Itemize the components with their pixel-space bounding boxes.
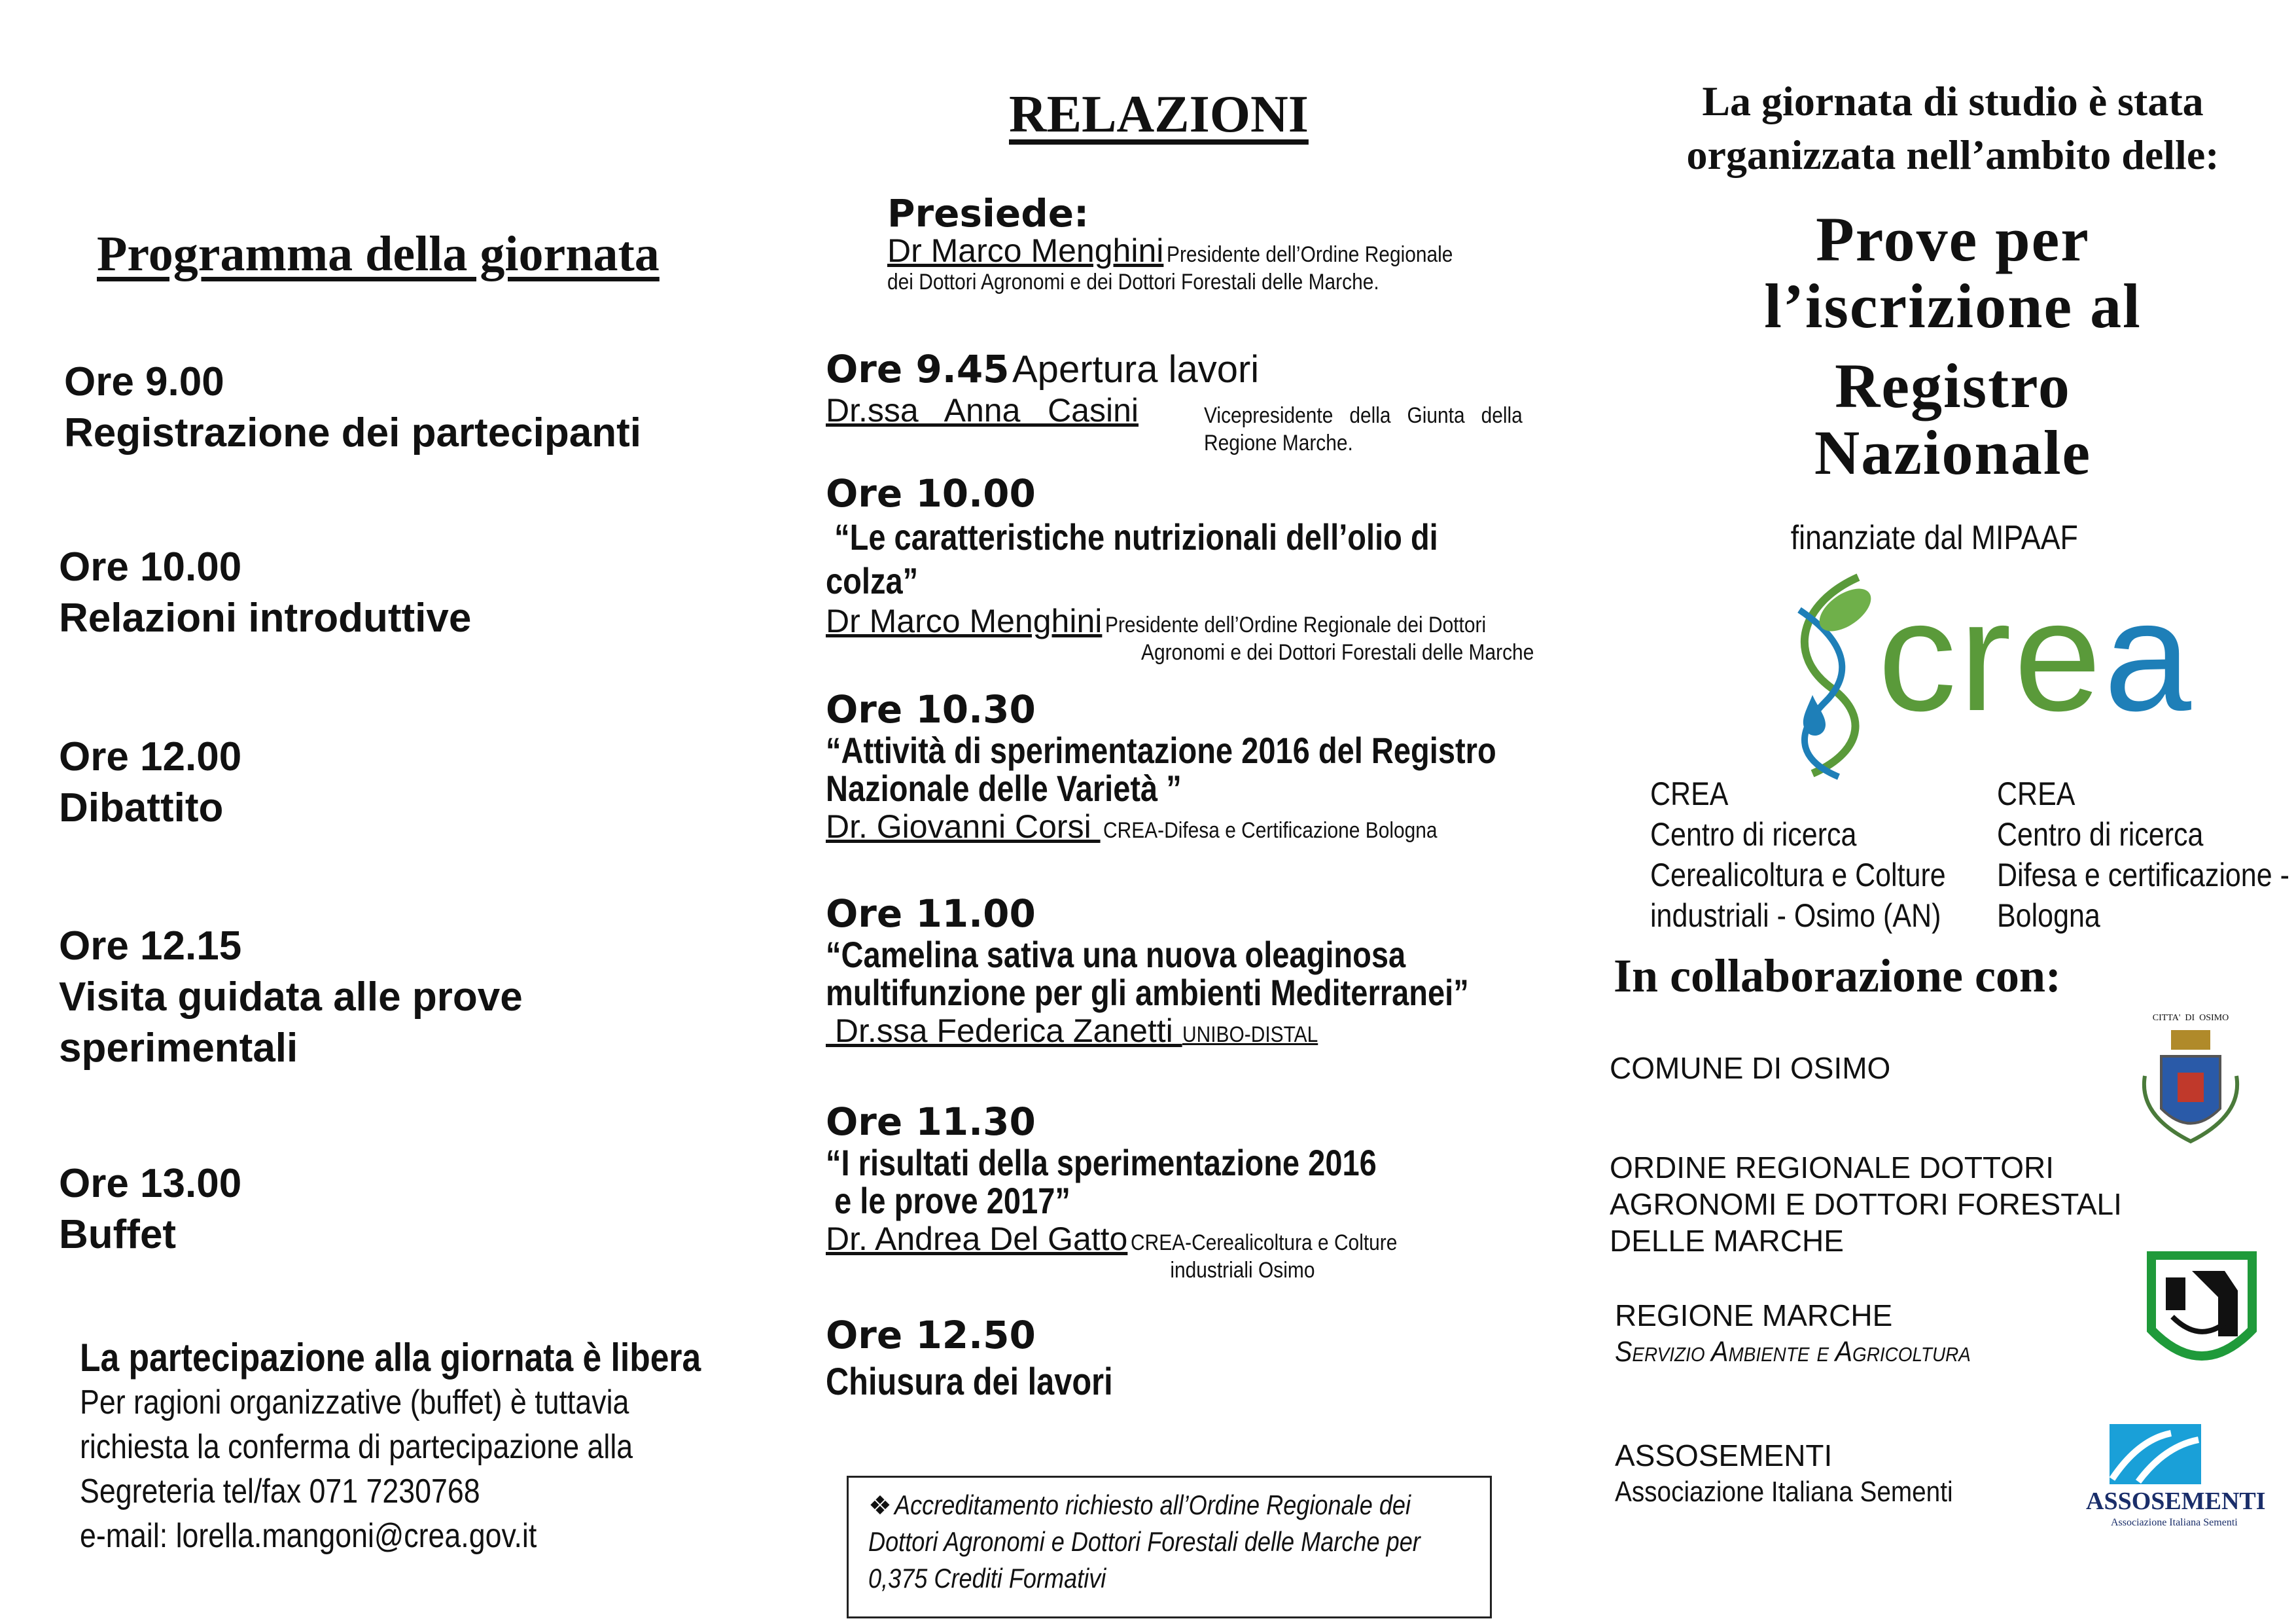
assosementi-logo	[2047, 1414, 2266, 1544]
intro-line: La giornata di studio è stata	[1702, 78, 2204, 124]
talk-title: “Attività di sperimentazione 2016 del Registro	[826, 730, 1496, 771]
accreditation-line: 0,375 Crediti Formativi	[868, 1563, 1106, 1594]
lab-line: CREA	[1997, 776, 2075, 812]
osimo-coat-of-arms-logo	[2132, 1013, 2250, 1157]
diamond-bullet-icon: ❖	[868, 1491, 892, 1520]
intro-line: organizzata nell’ambito delle:	[1686, 132, 2219, 178]
schedule-activity: Dibattito	[59, 785, 224, 830]
notice-line: richiesta la conferma di partecipazione alla	[80, 1428, 633, 1466]
organizers-column	[1610, 0, 2296, 1623]
notice-title: La partecipazione alla giornata è libera	[80, 1336, 701, 1380]
schedule-activity: sperimentali	[59, 1026, 298, 1071]
talk-item	[826, 471, 1587, 666]
talk-time: Ore 9.45	[826, 347, 1010, 391]
coat-of-arms-icon	[2132, 1024, 2250, 1154]
talk-title: Nazionale delle Varietà ”	[826, 768, 1182, 809]
talk-item	[826, 1099, 1481, 1283]
schedule-time: Ore 12.00	[59, 734, 242, 779]
accreditation-line: Accreditamento richiesto all’Ordine Regionale dei	[894, 1489, 1411, 1520]
schedule-item	[59, 542, 471, 644]
notice-contact-email: e-mail: lorella.mangoni@crea.gov.it	[80, 1517, 537, 1555]
collaboration-title: In collaborazione con:	[1614, 950, 2061, 1002]
talk-item	[826, 1313, 1167, 1404]
headline-line: Nazionale	[1814, 418, 2092, 488]
talk-title: “I risultati della sperimentazione 2016	[826, 1142, 1377, 1183]
partner-regione-marche	[1615, 1297, 2010, 1370]
schedule-item	[64, 357, 641, 459]
talk-title: multifunzione per gli ambienti Mediterranei”	[826, 972, 1469, 1013]
talk-item	[826, 891, 1591, 1050]
talk-affiliation: Presidente dell’Ordine Regionale dei Dottori	[1104, 613, 1486, 637]
schedule-activity: Visita guidata alle prove	[59, 974, 523, 1020]
talk-speaker: Dr. Giovanni Corsi	[826, 808, 1101, 845]
headline-line: Registro	[1835, 351, 2071, 421]
schedule-item	[59, 732, 241, 834]
schedule-item	[59, 1158, 241, 1260]
talk-time: Ore 12.50	[826, 1313, 1036, 1357]
accreditation-line: Dottori Agronomi e Dottori Forestali delle Marche per	[868, 1526, 1421, 1557]
talk-speaker: Dr Marco Menghini	[826, 603, 1103, 639]
lab-line: Bologna	[1997, 897, 2100, 934]
partner-subtitle: Associazione Italiana Sementi	[1615, 1476, 1953, 1508]
talk-affiliation: CREA-Difesa e Certificazione Bologna	[1103, 818, 1438, 843]
talk-affiliation: Agronomi e dei Dottori Forestali delle Marche	[1141, 640, 1534, 665]
headline-line: Prove per	[1816, 204, 2090, 274]
schedule-activity: Registrazione dei partecipanti	[64, 410, 641, 455]
talks-column	[805, 0, 1610, 1623]
partner-ordine-agronomi	[1610, 1149, 2122, 1259]
osimo-logo-caption: CITTA' DI OSIMO	[2152, 1013, 2229, 1023]
accreditation-box	[847, 1476, 1492, 1618]
talk-speaker: Dr.ssa Anna Casini	[826, 392, 1139, 429]
crea-logo-text: crea	[1878, 568, 2194, 743]
lab-line: CREA	[1650, 776, 1729, 812]
assosementi-mark-icon	[2047, 1414, 2243, 1492]
lab-line: Centro di ricerca	[1650, 816, 1857, 853]
headline-line: l’iscrizione al	[1764, 271, 2142, 341]
crea-lab-bologna	[1997, 774, 2296, 936]
talk-time: Ore 11.00	[826, 891, 1036, 936]
talk-affiliation: Regione Marche.	[1204, 431, 1353, 455]
crea-dna-leaf-icon	[1760, 564, 1891, 780]
lab-line: industriali - Osimo (AN)	[1650, 897, 1941, 934]
talk-time: Ore 10.30	[826, 687, 1036, 732]
schedule-activity: Relazioni introduttive	[59, 596, 472, 641]
crea-lab-osimo	[1650, 774, 1994, 936]
lab-line: Difesa e certificazione -	[1997, 857, 2289, 893]
talks-title: RELAZIONI	[1009, 86, 1309, 143]
talk-time: Ore 11.30	[826, 1099, 1036, 1144]
talk-title: e le prove 2017”	[826, 1180, 1070, 1221]
notice-line: Per ragioni organizzative (buffet) è tuttavia	[80, 1383, 629, 1421]
chair-affiliation: dei Dottori Agronomi e dei Dottori Forestali delle Marche.	[887, 270, 1379, 294]
partner-line: ORDINE REGIONALE DOTTORI	[1610, 1150, 2055, 1185]
participation-notice	[80, 1335, 802, 1558]
talk-affiliation: Vicepresidente della Giunta della	[1204, 403, 1523, 428]
chair-label: Presiede:	[887, 191, 1089, 236]
talk-time: Ore 10.00	[826, 471, 1036, 516]
talk-title: “Le caratteristiche nutrizionali dell’olio di	[826, 516, 1438, 558]
chair-section	[887, 191, 1492, 295]
schedule-item	[59, 921, 523, 1074]
schedule-time: Ore 10.00	[59, 544, 242, 590]
talk-title: Chiusura dei lavori	[826, 1361, 1113, 1403]
partner-line: ASSOSEMENTI	[1615, 1438, 1833, 1472]
chair-affiliation: Presidente dell’Ordine Regionale	[1166, 242, 1453, 267]
partner-line: REGIONE MARCHE	[1615, 1298, 1893, 1332]
chair-name: Dr Marco Menghini	[887, 232, 1164, 269]
talk-item	[826, 347, 1523, 455]
partner-line: DELLE MARCHE	[1610, 1224, 1844, 1258]
program-column	[0, 0, 805, 1623]
talk-item	[826, 687, 1624, 846]
partner-line: AGRONOMI E DOTTORI FORESTALI	[1610, 1187, 2122, 1221]
talk-title: colza”	[826, 560, 919, 601]
financed-by: finanziate dal MIPAAF	[1790, 519, 2079, 557]
assosementi-logo-name: ASSOSEMENTI	[2086, 1488, 2266, 1515]
talk-speaker: Dr. Andrea Del Gatto	[826, 1221, 1128, 1257]
lab-line: Cerealicoltura e Colture	[1650, 857, 1946, 893]
partner-assosementi	[1615, 1437, 1999, 1510]
notice-line: Segreteria tel/fax 071 7230768	[80, 1472, 480, 1510]
partner-comune-osimo: COMUNE DI OSIMO	[1610, 1051, 1891, 1085]
talk-title: “Camelina sativa una nuova oleaginosa	[826, 934, 1406, 975]
program-title: Programma della giornata	[97, 226, 660, 281]
schedule-activity: Buffet	[59, 1212, 177, 1257]
talk-affiliation: UNIBO-DISTAL	[1182, 1022, 1318, 1047]
talk-title: Apertura lavori	[1012, 348, 1260, 391]
talk-affiliation: industriali Osimo	[1165, 1258, 1315, 1283]
schedule-time: Ore 9.00	[64, 359, 224, 404]
talk-affiliation: CREA-Cerealicoltura e Colture	[1130, 1230, 1398, 1255]
partner-subtitle: Servizio Ambiente e Agricoltura	[1615, 1336, 1971, 1368]
lab-line: Centro di ricerca	[1997, 816, 2204, 853]
regione-marche-logo-icon	[2146, 1251, 2257, 1382]
schedule-time: Ore 12.15	[59, 923, 242, 969]
assosementi-logo-sub: Associazione Italiana Sementi	[2111, 1517, 2238, 1528]
crea-logo	[1760, 564, 2205, 780]
schedule-time: Ore 13.00	[59, 1161, 242, 1206]
talk-speaker: Dr.ssa Federica Zanetti	[826, 1012, 1182, 1049]
